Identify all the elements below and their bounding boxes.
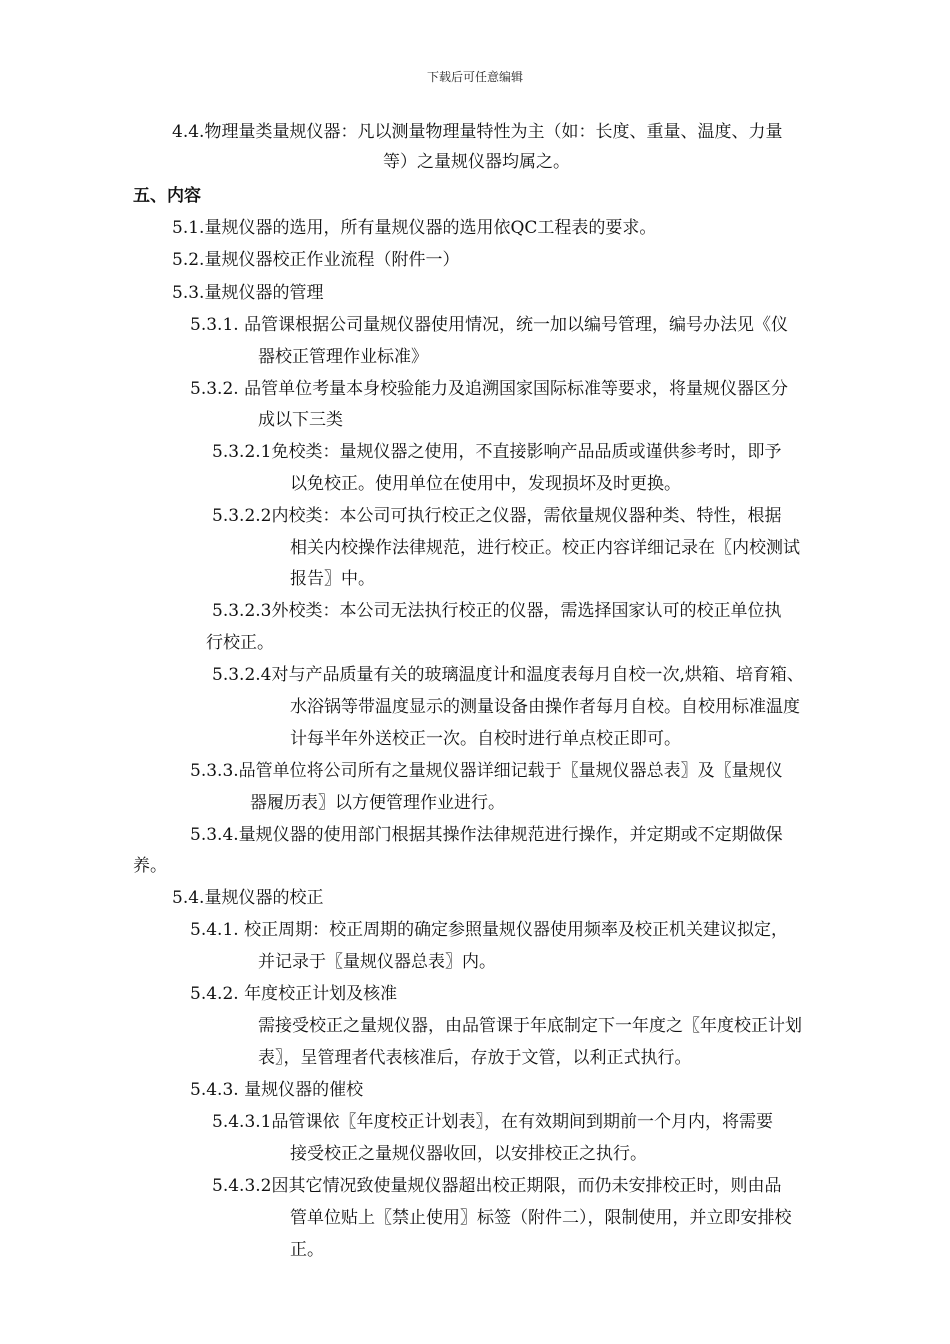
text-line: 成以下三类	[258, 410, 343, 430]
text-line: 5.4.1. 校正周期：校正周期的确定参照量规仪器使用频率及校正机关建议拟定，	[190, 920, 789, 940]
text-line: 5.4.量规仪器的校正	[172, 888, 324, 908]
text-line: 器校正管理作业标准》	[258, 347, 428, 367]
page-header: 下载后可任意编辑	[426, 70, 523, 84]
text-line: 5.4.3.2因其它情况致使量规仪器超出校正期限，而仍未安排校正时，则由品	[212, 1176, 782, 1196]
text-line: 器履历表〗以方便管理作业进行。	[250, 793, 505, 813]
text-line: 5.3.量规仪器的管理	[172, 283, 324, 303]
text-line: 养。	[133, 856, 167, 876]
text-line: 5.4.2. 年度校正计划及核准	[190, 984, 398, 1004]
text-line: 并记录于〖量规仪器总表〗内。	[258, 952, 496, 972]
text-line: 5.4.3. 量规仪器的催校	[190, 1080, 364, 1100]
text-line: 5.4.3.1品管课依〖年度校正计划表〗，在有效期间到期前一个月内，将需要	[212, 1112, 773, 1132]
text-line: 相关内校操作法律规范，进行校正。校正内容详细记录在〖内校测试	[290, 538, 800, 558]
section-heading: 五、内容	[133, 186, 201, 206]
text-line: 5.3.2.4对与产品质量有关的玻璃温度计和温度表每月自校一次,烘箱、培育箱、	[212, 665, 804, 685]
text-line: 等）之量规仪器均属之。	[383, 152, 570, 172]
text-line: 5.3.2. 品管单位考量本身校验能力及追溯国家国际标准等要求，将量规仪器区分	[190, 379, 789, 399]
text-line: 正。	[290, 1240, 324, 1260]
text-line: 5.3.2.1免校类：量规仪器之使用，不直接影响产品品质或谨供参考时，即予	[212, 442, 782, 462]
text-line: 管单位贴上〖禁止使用〗标签（附件二），限制使用，并立即安排校	[290, 1208, 792, 1228]
text-line: 行校正。	[206, 633, 274, 653]
text-line: 需接受校正之量规仪器，由品管课于年底制定下一年度之〖年度校正计划	[258, 1016, 802, 1036]
text-line: 5.3.3.品管单位将公司所有之量规仪器详细记载于〖量规仪器总表〗及〖量规仪	[190, 761, 783, 781]
text-line: 接受校正之量规仪器收回，以安排校正之执行。	[290, 1144, 647, 1164]
text-line: 5.3.2.2内校类：本公司可执行校正之仪器，需依量规仪器种类、特性，根据	[212, 506, 782, 526]
text-line: 5.3.4.量规仪器的使用部门根据其操作法律规范进行操作，并定期或不定期做保	[190, 825, 783, 845]
text-line: 以免校正。使用单位在使用中，发现损坏及时更换。	[290, 474, 681, 494]
text-line: 表〗，呈管理者代表核准后，存放于文管，以利正式执行。	[258, 1048, 692, 1068]
text-line: 5.3.2.3外校类：本公司无法执行校正的仪器，需选择国家认可的校正单位执	[212, 601, 782, 621]
text-line: 水浴锅等带温度显示的测量设备由操作者每月自校。自校用标准温度	[290, 697, 800, 717]
text-line: 5.3.1. 品管课根据公司量规仪器使用情况，统一加以编号管理，编号办法见《仪	[190, 315, 789, 335]
text-line: 5.1.量规仪器的选用，所有量规仪器的选用依QC工程表的要求。	[172, 218, 657, 238]
text-line: 5.2.量规仪器校正作业流程（附件一）	[172, 250, 460, 270]
text-line: 计每半年外送校正一次。自校时进行单点校正即可。	[290, 729, 681, 749]
text-line: 报告〗中。	[290, 569, 375, 589]
text-line: 4.4.物理量类量规仪器：凡以测量物理量特性为主（如：长度、重量、温度、力量	[172, 122, 783, 142]
